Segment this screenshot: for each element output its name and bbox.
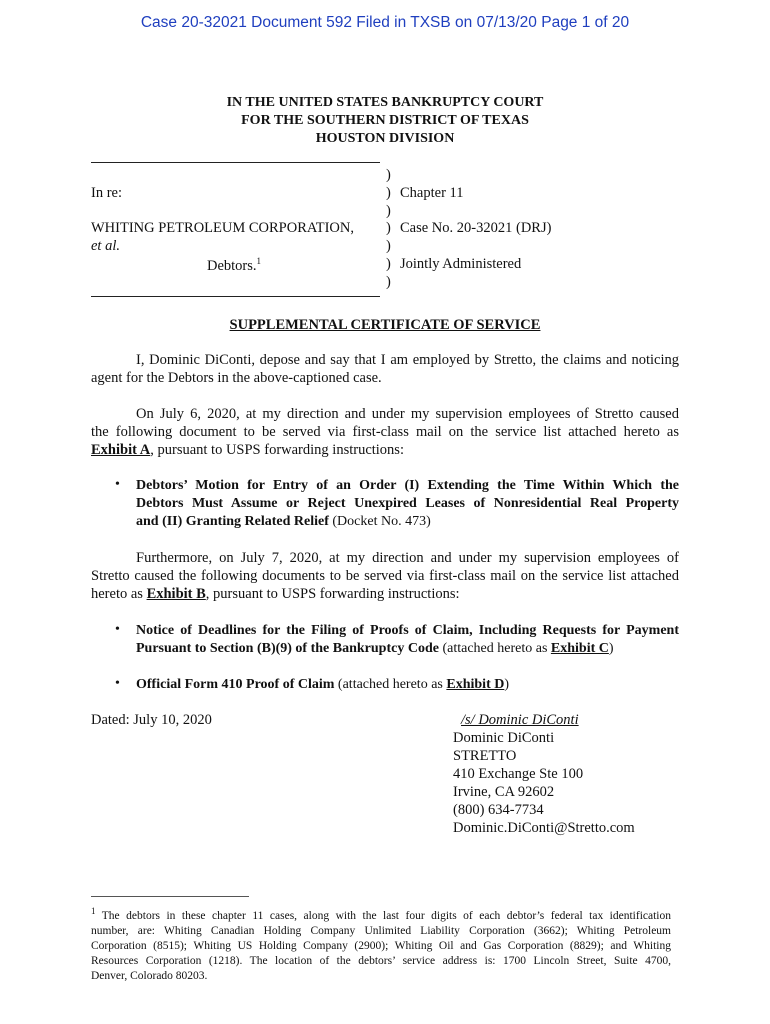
signer-name: Dominic DiConti bbox=[453, 730, 555, 746]
signer-address-line-1: 410 Exchange Ste 100 bbox=[453, 766, 584, 782]
caption-paren: ) bbox=[386, 203, 391, 219]
caption-paren: ) bbox=[386, 185, 391, 201]
et-al: et al. bbox=[91, 238, 120, 254]
caption-top-rule bbox=[91, 162, 380, 163]
caption-paren: ) bbox=[386, 220, 391, 236]
debtors-label: Debtors.$^1$ bbox=[207, 256, 262, 274]
bullet-item-motion: Debtors’ Motion for Entry of an Order (I) Extending the Time Within Which the Debtors Must Assume or Reject Unexpired Leases of Nonresidential Real Property and (II) Granting Related Relief (Docket No. 473) bbox=[136, 478, 679, 529]
exhibit-c-reference: Exhibit C bbox=[550, 641, 609, 656]
signer-email: Dominic.DiConti@Stretto.com bbox=[453, 820, 635, 836]
bullet-icon: • bbox=[115, 477, 120, 492]
court-name-line-2: FOR THE SOUTHERN DISTRICT OF TEXAS bbox=[241, 113, 529, 128]
signer-address-line-2: Irvine, CA 92602 bbox=[453, 784, 555, 800]
signer-phone: (800) 634-7734 bbox=[453, 802, 544, 818]
chapter-label: Chapter 11 bbox=[400, 185, 464, 201]
bullet-item-notice-of-deadlines: Notice of Deadlines for the Filing of Proofs of Claim, Including Requests for Payment Pursuant to Section (B)(9) of the Bankruptcy Code (attached hereto as Exhibit C) bbox=[136, 623, 679, 656]
caption-paren: ) bbox=[386, 256, 391, 272]
caption-paren: ) bbox=[386, 238, 391, 254]
jointly-administered: Jointly Administered bbox=[400, 256, 522, 272]
footnote-separator bbox=[91, 896, 249, 897]
bullet-icon: • bbox=[115, 622, 120, 637]
footnote: $^1$ The debtors in these chapter 11 cases, along with the last four digits of each debtor’s federal tax identification number, are: Whiting Canadian Holding Company Unlimited Liability Corporation (3662); Whiting Petroleum Corporation (8515); Whiting US Holding Company (2900); Whiting Oil and Gas Corporation (8829); and Whiting Resources Corporation (1218). The location of the debtors’ service address is: 1700 Lincoln Street, Suite 4700, Denver, Colorado 80203. bbox=[91, 906, 671, 982]
court-name-line-1: IN THE UNITED STATES BANKRUPTCY COURT bbox=[226, 95, 544, 110]
exhibit-a-reference: Exhibit A bbox=[91, 442, 151, 458]
document-title: SUPPLEMENTAL CERTIFICATE OF SERVICE bbox=[229, 317, 541, 333]
signature: /s/ Dominic DiConti bbox=[461, 712, 579, 728]
bullet-icon: • bbox=[115, 676, 120, 691]
exhibit-d-reference: Exhibit D bbox=[446, 677, 505, 692]
in-re-label: In re: bbox=[91, 185, 122, 201]
footnote-reference: 1 bbox=[256, 256, 262, 266]
footnote-mark: 1 bbox=[91, 906, 96, 916]
court-name-line-3: HOUSTON DIVISION bbox=[315, 131, 455, 146]
caption-paren: ) bbox=[386, 274, 391, 290]
exhibit-b-reference: Exhibit B bbox=[146, 586, 206, 602]
caption-paren: ) bbox=[386, 167, 391, 183]
debtor-name: WHITING PETROLEUM CORPORATION, bbox=[91, 220, 355, 236]
paragraph-service-july-6: On July 6, 2020, at my direction and under my supervision employees of Stretto caused the following document to be served via first-class mail on the service list attached hereto as Exhibit A, pursuant to USPS forwarding instructions: bbox=[91, 406, 679, 458]
case-number: Case No. 20-32021 (DRJ) bbox=[400, 220, 552, 236]
bullet-item-proof-of-claim: Official Form 410 Proof of Claim (attached hereto as Exhibit D) bbox=[136, 677, 510, 692]
paragraph-service-july-7: Furthermore, on July 7, 2020, at my direction and under my supervision employees of Stretto caused the following documents to be served via first-class mail on the service list attached hereto as Exhibit B, pursuant to USPS forwarding instructions: bbox=[91, 550, 679, 602]
dated-line: Dated: July 10, 2020 bbox=[91, 712, 212, 728]
paragraph-employment: I, Dominic DiConti, depose and say that I am employed by Stretto, the claims and noticing agent for the Debtors in the above-captioned case. bbox=[91, 352, 679, 386]
filing-header-stamp: Case 20-32021 Document 592 Filed in TXSB on 07/13/20 Page 1 of 20 bbox=[140, 14, 630, 31]
caption-bottom-rule bbox=[91, 296, 380, 297]
signer-company: STRETTO bbox=[453, 748, 517, 764]
